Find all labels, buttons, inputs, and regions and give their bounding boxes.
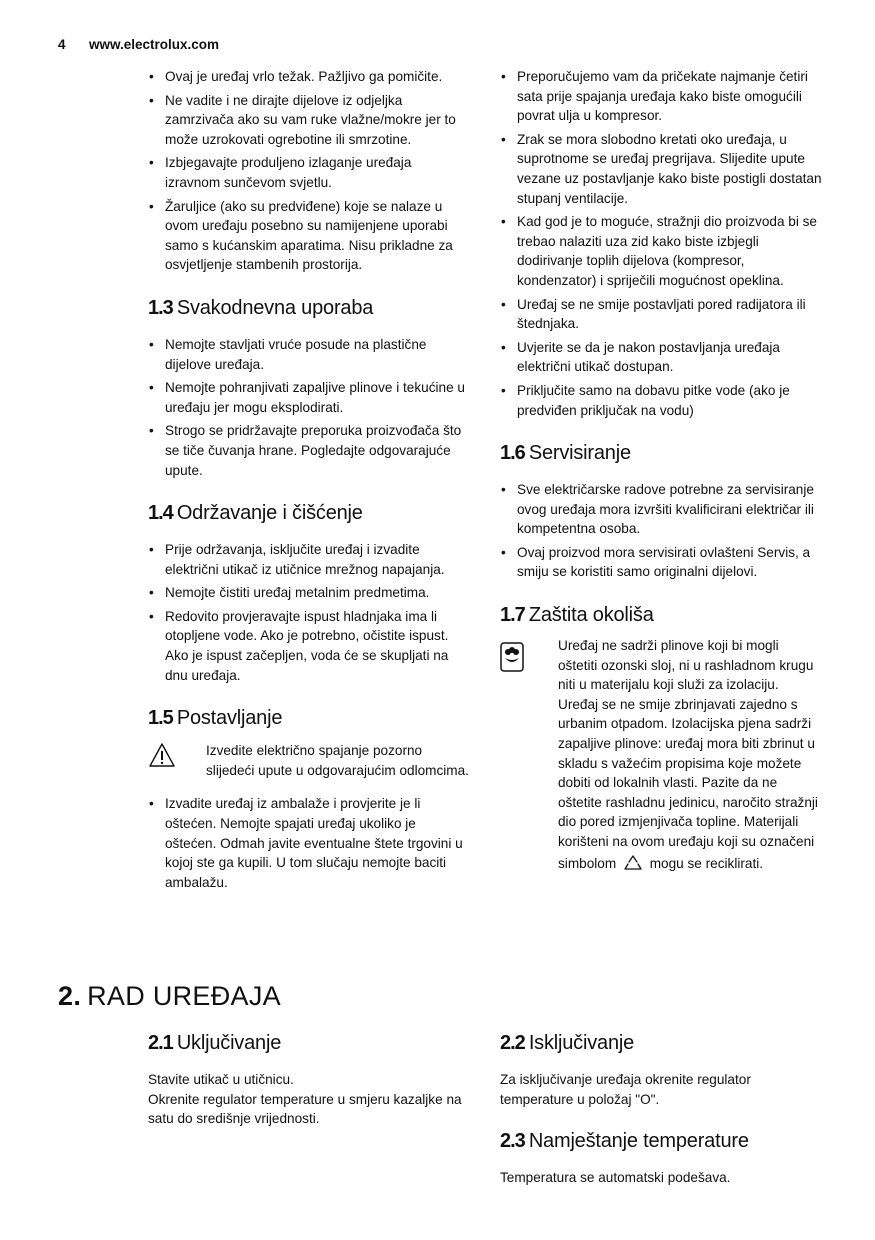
list-item: • Nemojte pohranjivati zapaljive plinove i tekućine u uređaju jer mogu eksplodirati. (148, 378, 470, 417)
section-heading-1-7: 1.7 Zaštita okoliša (500, 604, 654, 627)
section-heading-1-5: 1.5 Postavljanje (148, 707, 283, 730)
website-url[interactable]: www.electrolux.com (89, 37, 220, 52)
symbol-prefix: simbolom (558, 855, 617, 871)
list-item: • Nemojte čistiti uređaj metalnim predmetima. (148, 583, 470, 603)
daily-use-list (148, 335, 470, 480)
section-heading-1-6: 1.6 Servisiranje (500, 442, 631, 465)
list-item: • Ne vadite i ne dirajte dijelove iz odjeljka zamrzivača ako su vam ruke vlažne/mokre jer to može uzrokovati ogrebotine ili smrzotine. (148, 91, 470, 150)
environment-note (500, 636, 822, 877)
safety-list (148, 67, 470, 275)
switch-on-step-2: Okrenite regulator temperature u smjeru kazaljke na satu do središnje vrijednosti. (148, 1091, 462, 1127)
installation-list-continued (500, 67, 822, 420)
right-column (500, 67, 822, 877)
environment-icon (500, 636, 558, 877)
list-item: • Prije održavanja, isključite uređaj i izvadite električni utikač iz utičnice mrežnog napajanja. (148, 540, 470, 579)
list-item: • Kad god je to moguće, stražnji dio proizvoda bi se trebao nalaziti uza zid kako biste izbjegli dodirivanje toplih dijelova (kompresor, kondenzator) i spriječili mogućnost opeklina. (500, 212, 822, 290)
warning-text: Izvedite električno spajanje pozorno slijedeći upute u odgovarajućim odlomcima. (206, 743, 469, 778)
environment-text: Uređaj ne sadrži plinove koji bi mogli oštetiti ozonski sloj, ni u rashladnom krugu niti u materijalu koji služi za izolaciju. Uređaj se ne smije zbrinjavati zajedno s urbanim otpadom. Izolacijska pjena sadrži zapaljive plinove: uređaj mora biti zbrinut u skladu s važećim propisima koje možete dobiti od lokalnih vlasti. Pazite da ne oštetite rashladnu jedinicu, naročito stražnji dio pored izmjenjivača topline. Materijali korišteni na ovom uređaju koji su označeni (558, 638, 818, 849)
list-item: • Izvadite uređaj iz ambalaže i provjerite je li oštećen. Nemojte spajati uređaj ukoliko je oštećen. Odmah javite eventualne štete trgovini u kojoj ste ga kupili. U tom slučaju nemojte baciti ambalažu. (148, 794, 470, 892)
section-heading-2-2: 2.2 Isključivanje (500, 1032, 635, 1054)
list-item: • Redovito provjeravajte ispust hladnjaka ima li otopljene vode. Ako je potrebno, očistite ispust. Ako je ispust začepljen, voda će se skupljati na dnu uređaja. (148, 607, 470, 685)
list-item: • Zrak se mora slobodno kretati oko uređaja, u suprotnome se uređaj pregrijava. Slijedite upute vezane uz postavljanje kako biste postigli dostatan stupanj ventilacije. (500, 130, 822, 208)
temperature-text: Temperatura se automatski podešava. (500, 1170, 731, 1185)
list-item: • Nemojte stavljati vruće posude na plastične dijelove uređaja. (148, 335, 470, 374)
section-heading-2-1: 2.1 Uključivanje (148, 1032, 282, 1054)
switch-off-text: Za isključivanje uređaja okrenite regulator temperature u položaj "O". (500, 1072, 751, 1107)
list-item: • Žaruljice (ako su predviđene) koje se nalaze u ovom uređaju posebno su namijenjene uporabi samo s kućanskim aparatima. Nisu prikladne za osvjetljenje stambenih prostorija. (148, 197, 470, 275)
recycle-icon (622, 854, 644, 878)
list-item: • Preporučujemo vam da pričekate najmanje četiri sata prije spajanja uređaja kako biste omogućili povrat ulja u kompresor. (500, 67, 822, 126)
warning-note (148, 741, 470, 780)
section-heading-2-3: 2.3 Namještanje temperature (500, 1130, 749, 1152)
list-item: • Ovaj proizvod mora servisirati ovlašteni Servis, a smiju se koristiti samo originalni dijelovi. (500, 543, 822, 582)
switch-on-step-1: Stavite utikač u utičnicu. (148, 1072, 294, 1087)
left-column (148, 67, 470, 896)
list-item: • Ovaj je uređaj vrlo težak. Pažljivo ga pomičite. (148, 67, 470, 87)
list-item: • Sve električarske radove potrebne za servisiranje ovog uređaja mora izvršiti kvalificirani električar ili kompetentna osoba. (500, 480, 822, 539)
installation-list (148, 794, 470, 892)
maintenance-list (148, 540, 470, 685)
section-2-3 (500, 1128, 830, 1188)
page-header (58, 35, 219, 55)
list-item: • Priključite samo na dobavu pitke vode (ako je predviđen priključak na vodu) (500, 381, 822, 420)
list-item: • Uređaj se ne smije postavljati pored radijatora ili štednjaka. (500, 295, 822, 334)
symbol-suffix: mogu se reciklirati. (649, 855, 764, 871)
list-item: • Izbjegavajte produljeno izlaganje uređaja izravnom sunčevom svjetlu. (148, 153, 470, 192)
list-item: • Strogo se pridržavajte preporuka proizvođača što se tiče čuvanja hrane. Pogledajte odgovarajuće upute. (148, 421, 470, 480)
servicing-list (500, 480, 822, 582)
list-item: • Uvjerite se da je nakon postavljanja uređaja električni utikač dostupan. (500, 338, 822, 377)
section-heading-1-4: 1.4 Održavanje i čišćenje (148, 502, 363, 525)
page-number: 4 (58, 37, 66, 52)
chapter-title: 2. RAD UREĐAJA (58, 981, 281, 1011)
warning-triangle-icon (148, 741, 206, 780)
section-2-2 (500, 1030, 830, 1109)
section-2-1 (148, 1030, 478, 1129)
section-heading-1-3: 1.3 Svakodnevna uporaba (148, 296, 374, 319)
